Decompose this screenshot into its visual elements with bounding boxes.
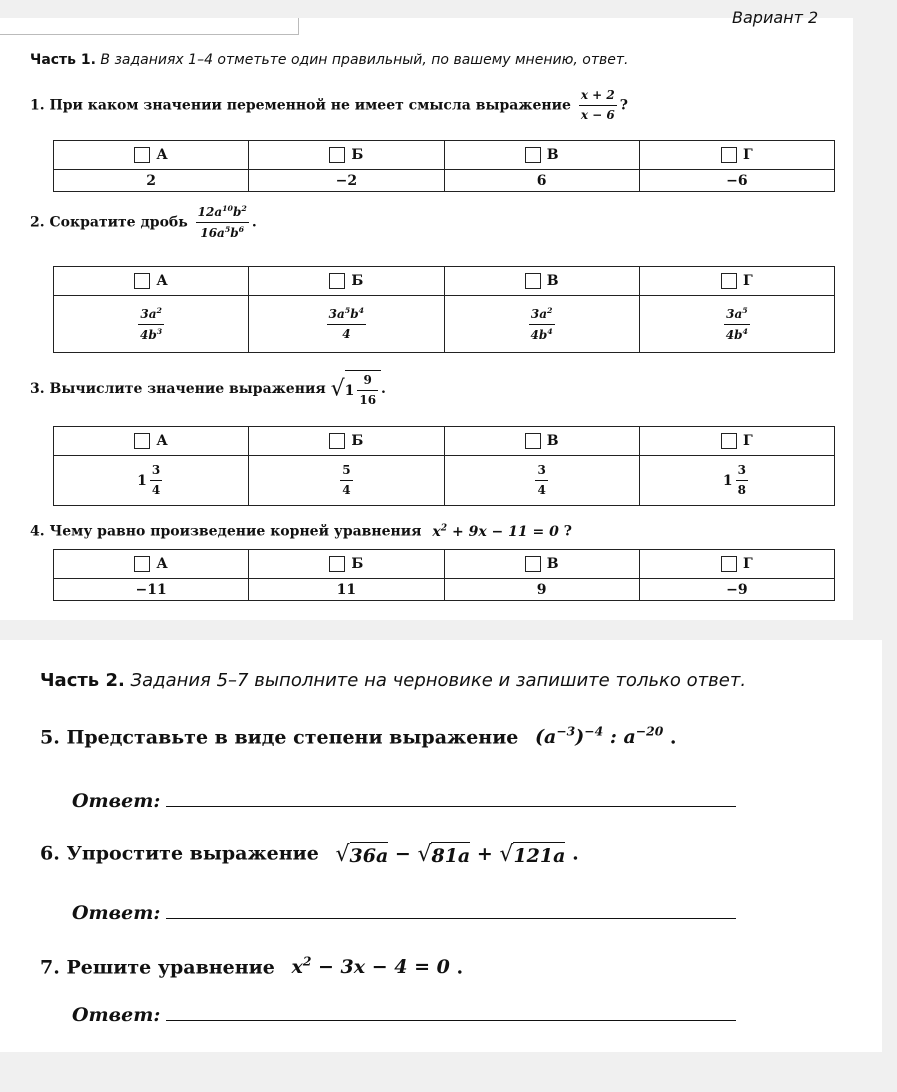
part2-sheet: [0, 640, 882, 1052]
question-1-fraction: $\frac{x + 2}{x - 6}$: [580, 88, 615, 122]
question-5-expression: $(a^{-3})^{-4}$ : $a^{-20}$: [535, 724, 664, 749]
answer-value: 9: [444, 579, 639, 601]
checkbox-b[interactable]: [329, 433, 345, 449]
answer-line-7: [72, 1004, 736, 1026]
answers-table-3: [53, 426, 835, 506]
part1-sheet: [0, 8, 853, 620]
answer-value: $\frac{3a^2}{4b^3}$: [54, 296, 249, 353]
answer-value: −11: [54, 579, 249, 601]
checkbox-c[interactable]: [525, 147, 541, 163]
checkbox-a[interactable]: [134, 433, 150, 449]
question-3: 3. Вычислите значение выражения √ 1 9 16 .: [30, 370, 386, 408]
option-b[interactable]: Б: [249, 141, 444, 170]
question-2-fraction: $\frac{12a^{10}b^2}{16a^5b^6}$: [197, 204, 247, 240]
checkbox-d[interactable]: [721, 433, 737, 449]
question-7: 7. Решите уравнение $x^2 - 3x - 4 = 0$ .: [40, 954, 464, 979]
part2-heading: [40, 670, 746, 691]
answer-value: 3 4: [444, 456, 639, 506]
option-c[interactable]: В: [444, 550, 639, 579]
part1-heading: [30, 52, 628, 68]
option-b[interactable]: Б: [249, 427, 444, 456]
checkbox-b[interactable]: [329, 147, 345, 163]
question-5-text: 5. Представьте в виде степени выражение: [40, 726, 519, 749]
answer-value: 2: [54, 170, 249, 192]
question-5: 5. Представьте в виде степени выражение $(a^{-3})^{-4}$ : $a^{-20}$ .: [40, 724, 677, 749]
option-c[interactable]: В: [444, 427, 639, 456]
question-6: 6. Упростите выражение √36a − √81a + √121a .: [40, 842, 579, 867]
answer-line-6: [72, 902, 736, 924]
question-2-text: 2. Сократите дробь: [30, 214, 188, 231]
option-d[interactable]: Г: [639, 141, 834, 170]
answer-input-7[interactable]: [166, 1004, 736, 1021]
answer-label: Ответ:: [72, 902, 161, 924]
question-3-sqrt: √ 1 9 16: [331, 370, 381, 408]
option-a[interactable]: А: [54, 267, 249, 296]
question-6-text: 6. Упростите выражение: [40, 842, 319, 865]
checkbox-b[interactable]: [329, 273, 345, 289]
answer-line-5: [72, 790, 736, 812]
part2-instruction: Задания 5–7 выполните на черновике и запишите только ответ.: [130, 670, 747, 691]
question-6-expression: √36a − √81a + √121a: [335, 842, 566, 867]
answer-value: 1 3 4: [54, 456, 249, 506]
question-4-equation: $x^2 + 9x - 11 = 0$: [432, 522, 559, 540]
answer-input-6[interactable]: [166, 902, 736, 919]
checkbox-a[interactable]: [134, 273, 150, 289]
checkbox-c[interactable]: [525, 433, 541, 449]
answer-value: −6: [639, 170, 834, 192]
answer-value: 11: [249, 579, 444, 601]
option-a[interactable]: А: [54, 141, 249, 170]
header-box: [0, 18, 299, 35]
checkbox-d[interactable]: [721, 273, 737, 289]
question-4-text: 4. Чему равно произведение корней уравнения: [30, 523, 422, 540]
answers-table-1: [53, 140, 835, 192]
answer-input-5[interactable]: [166, 790, 736, 807]
answer-value: 1 3 8: [639, 456, 834, 506]
checkbox-d[interactable]: [721, 147, 737, 163]
answer-value: 5 4: [249, 456, 444, 506]
option-b[interactable]: Б: [249, 550, 444, 579]
answer-value: −2: [249, 170, 444, 192]
part1-instruction: В заданиях 1–4 отметьте один правильный, по вашему мнению, ответ.: [100, 52, 629, 68]
checkbox-a[interactable]: [134, 147, 150, 163]
option-d[interactable]: Г: [639, 267, 834, 296]
question-3-text: 3. Вычислите значение выражения: [30, 381, 326, 397]
checkbox-d[interactable]: [721, 556, 737, 572]
answer-value: $\frac{3a^5}{4b^4}$: [639, 296, 834, 353]
answers-table-2: [53, 266, 835, 353]
option-c[interactable]: В: [444, 141, 639, 170]
answer-value: $\frac{3a^5b^4}{4}$: [249, 296, 444, 353]
option-a[interactable]: А: [54, 427, 249, 456]
part2-label: Часть 2.: [40, 670, 125, 691]
option-a[interactable]: А: [54, 550, 249, 579]
answer-label: Ответ:: [72, 790, 161, 812]
option-c[interactable]: В: [444, 267, 639, 296]
question-1: 1. При каком значении переменной не имеет смысла выражение $\frac{x + 2}{x - 6}$ ?: [30, 88, 628, 122]
checkbox-a[interactable]: [134, 556, 150, 572]
answers-table-4: [53, 549, 835, 601]
part1-label: Часть 1.: [30, 52, 96, 68]
question-2: 2. Сократите дробь $\frac{12a^{10}b^2}{16a^5b^6}$ .: [30, 204, 257, 240]
variant-label: Вариант 2: [732, 8, 819, 27]
answer-value: $\frac{3a^2}{4b^4}$: [444, 296, 639, 353]
option-d[interactable]: Г: [639, 550, 834, 579]
checkbox-c[interactable]: [525, 556, 541, 572]
answer-value: 6: [444, 170, 639, 192]
answer-label: Ответ:: [72, 1004, 161, 1026]
answer-value: −9: [639, 579, 834, 601]
question-1-text: 1. При каком значении переменной не имеет смысла выражение: [30, 97, 571, 114]
question-7-text: 7. Решите уравнение: [40, 956, 275, 979]
option-d[interactable]: Г: [639, 427, 834, 456]
checkbox-b[interactable]: [329, 556, 345, 572]
checkbox-c[interactable]: [525, 273, 541, 289]
option-b[interactable]: Б: [249, 267, 444, 296]
question-4: 4. Чему равно произведение корней уравнения $x^2 + 9x - 11 = 0$ ?: [30, 522, 572, 540]
question-7-equation: $x^2 - 3x - 4 = 0$: [291, 954, 450, 979]
